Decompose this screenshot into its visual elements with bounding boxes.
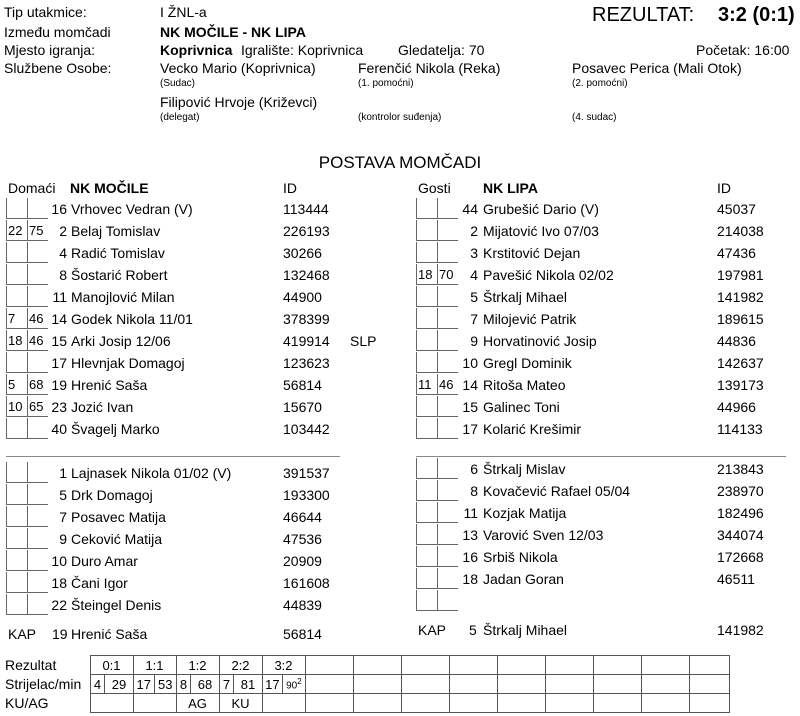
- official-role: (delegat): [160, 112, 200, 123]
- home-player-number: 16: [51, 201, 67, 217]
- away-player-number: 6: [470, 461, 478, 477]
- away-player-name: Jadan Goran: [483, 571, 564, 587]
- away-player-id: 46511: [717, 571, 755, 587]
- home-player-name: Belaj Tomislav: [71, 223, 161, 239]
- away-player-id: 172668: [717, 549, 764, 565]
- away-stat-box: [416, 352, 437, 373]
- home-id-label: ID: [283, 180, 297, 196]
- home-stat-box: [6, 220, 27, 241]
- away-stat-box: [416, 418, 437, 439]
- away-player-id: 44836: [717, 333, 756, 349]
- scorer-min: 53: [155, 675, 177, 694]
- stat-value: 46: [29, 311, 44, 326]
- kuag-cell: [90, 694, 133, 713]
- stat-value: 46: [29, 333, 44, 348]
- stat-value: 70: [439, 267, 454, 282]
- home-player-number: 14: [51, 311, 67, 327]
- scorer-min: 29: [105, 675, 133, 694]
- away-subs-separator: [416, 456, 786, 457]
- stat-value: 65: [29, 399, 44, 414]
- score-cell: 1:2: [176, 656, 219, 675]
- home-player-name: Arki Josip 12/06: [71, 333, 171, 349]
- score-cell: 1:1: [133, 656, 176, 675]
- score-cell: 2:2: [219, 656, 262, 675]
- away-player-id: 44966: [717, 399, 756, 415]
- away-player-number: 15: [462, 399, 478, 415]
- away-player-number: 3: [470, 245, 478, 261]
- away-player-name: Štrkalj Mislav: [483, 461, 566, 477]
- home-player-number: 23: [51, 399, 67, 415]
- away-stat-box: [416, 286, 437, 307]
- away-player-number: 18: [462, 571, 478, 587]
- official-name: Vecko Mario (Koprivnica): [160, 60, 316, 76]
- away-player-name: Galinec Toni: [483, 399, 560, 415]
- home-player-number: 19: [51, 377, 67, 393]
- kuag-cell: [262, 694, 305, 713]
- igraliste: Igralište: Koprivnica: [241, 42, 364, 58]
- match-title: NK MOČILE - NK LIPA: [160, 24, 306, 40]
- away-player-name: Štrkalj Mihael: [483, 289, 568, 305]
- away-kap-num: 5: [469, 622, 477, 638]
- away-player-name: Grubešić Dario (V): [483, 201, 599, 217]
- home-kap-name: Hrenić Saša: [71, 626, 148, 642]
- result-table: [4, 655, 730, 713]
- stat-value: 75: [29, 223, 44, 238]
- away-player-number: 14: [462, 377, 478, 393]
- away-kap-label: KAP: [418, 622, 447, 638]
- rezultat-label: Rezultat: [5, 657, 57, 673]
- away-player-id: 214038: [717, 223, 764, 239]
- home-player-number: 1: [59, 465, 67, 481]
- home-player-number: 10: [51, 553, 67, 569]
- home-player-id: 378399: [283, 311, 330, 327]
- stat-value: 7: [8, 311, 16, 326]
- away-kap-name: Štrkalj Mihael: [483, 622, 568, 638]
- home-stat-box: [6, 242, 27, 263]
- home-player-number: 5: [59, 487, 67, 503]
- home-stat-box: [6, 594, 27, 615]
- stat-value: 18: [418, 267, 433, 282]
- stat-value: 18: [8, 333, 23, 348]
- score-cell: 0:1: [90, 656, 133, 675]
- away-stat-box: [416, 308, 437, 329]
- home-player-id: 56814: [283, 377, 322, 393]
- home-player-name: Lajnasek Nikola 01/02 (V): [71, 465, 232, 481]
- official-name: Filipović Hrvoje (Križevci): [160, 94, 318, 110]
- stat-value: 11: [418, 377, 432, 392]
- home-player-id: 103442: [283, 421, 330, 437]
- away-stat-box: [416, 220, 437, 241]
- away-stat-box: [416, 198, 437, 219]
- home-player-id: 123623: [283, 355, 330, 371]
- home-player-id: 44839: [283, 597, 322, 613]
- away-player-name: Kovačević Rafael 05/04: [483, 483, 631, 499]
- kuag-cell: AG: [176, 694, 219, 713]
- away-player-name: Gregl Dominik: [483, 355, 572, 371]
- home-player-name: Ceković Matija: [71, 531, 163, 547]
- home-player-id: 47536: [283, 531, 322, 547]
- away-player-number: 2: [470, 223, 478, 239]
- home-player-id: 113444: [283, 201, 329, 217]
- home-kap-label: KAP: [8, 626, 37, 642]
- scorer-min: 81: [234, 675, 262, 694]
- home-player-id: 20909: [283, 553, 322, 569]
- home-player-number: 17: [51, 355, 67, 371]
- home-player-id: 193300: [283, 487, 330, 503]
- away-stat-box: [437, 590, 458, 611]
- home-player-number: 18: [51, 575, 67, 591]
- away-stat-box: [416, 590, 437, 611]
- away-player-number: 9: [470, 333, 478, 349]
- kuag-row: [4, 694, 729, 713]
- away-stat-box: [416, 396, 437, 417]
- home-stat-box: [6, 330, 27, 351]
- home-player-id: 161608: [283, 575, 330, 591]
- scorer-num: 4: [90, 675, 105, 694]
- away-player-name: Pavešić Nikola 02/02: [483, 267, 614, 283]
- home-player-name: Radić Tomislav: [71, 245, 165, 261]
- home-player-number: 22: [51, 597, 67, 613]
- scorer-min-value: 90: [286, 680, 298, 692]
- away-player-number: 16: [462, 549, 478, 565]
- away-player-number: 5: [470, 289, 478, 305]
- home-player-number: 2: [59, 223, 67, 239]
- home-player-id: 46644: [283, 509, 322, 525]
- away-player-id: 141982: [717, 289, 764, 305]
- away-player-number: 8: [470, 483, 478, 499]
- kuag-cell: KU: [219, 694, 262, 713]
- away-player-name: Krstitović Dejan: [483, 245, 581, 261]
- away-stat-box: [416, 330, 437, 351]
- away-player-number: 44: [462, 201, 478, 217]
- rezultat-label: REZULTAT:: [592, 4, 695, 26]
- home-player-number: 8: [59, 267, 67, 283]
- strijelac-row: [4, 675, 729, 694]
- home-stat-box: [6, 462, 27, 483]
- home-player-number: 11: [52, 289, 67, 305]
- away-player-id: 238970: [717, 483, 764, 499]
- gledatelja: Gledatelja: 70: [398, 42, 485, 58]
- home-player-number: 9: [59, 531, 67, 547]
- home-player-id: 226193: [283, 223, 330, 239]
- home-player-name: Šteingel Denis: [71, 597, 162, 613]
- home-stat-box: [6, 484, 27, 505]
- home-player-id: 391537: [283, 465, 330, 481]
- home-stat-box: [6, 572, 27, 593]
- away-player-name: Mijatović Ivo 07/03: [483, 223, 599, 239]
- away-stat-box: [416, 502, 437, 523]
- stat-value: 46: [439, 377, 454, 392]
- away-player-number: 11: [463, 505, 478, 521]
- kuag-label: KU/AG: [5, 695, 49, 711]
- away-player-id: 47436: [717, 245, 756, 261]
- scorer-num: 8: [176, 675, 191, 694]
- official-role: (4. sudac): [572, 112, 617, 123]
- away-kap-id: 141982: [717, 622, 764, 638]
- home-player-id: 44900: [283, 289, 322, 305]
- stat-value: 22: [8, 223, 23, 238]
- away-team-name: NK LIPA: [483, 180, 538, 196]
- rezultat-value: 3:2 (0:1): [718, 4, 795, 26]
- away-player-name: Varović Sven 12/03: [483, 527, 604, 543]
- home-player-name: Hrenić Saša: [71, 377, 148, 393]
- away-player-number: 7: [470, 311, 478, 327]
- away-stat-box: [416, 458, 437, 479]
- away-stat-box: [416, 480, 437, 501]
- away-player-id: 344074: [717, 527, 764, 543]
- away-player-name: Ritoša Mateo: [483, 377, 566, 393]
- away-stat-box: [416, 524, 437, 545]
- home-player-name: Duro Amar: [71, 553, 138, 569]
- home-player-name: Manojlović Milan: [71, 289, 175, 305]
- away-stat-box: [416, 374, 437, 395]
- official-role: (kontrolor suđenja): [358, 112, 442, 123]
- home-stat-box: [6, 308, 27, 329]
- scorer-num: 17: [133, 675, 155, 694]
- izmedju-label: Između momčadi: [4, 24, 111, 40]
- home-player-id: 30266: [283, 245, 322, 261]
- away-player-number: 13: [462, 527, 478, 543]
- home-player-name: Švagelj Marko: [71, 421, 160, 437]
- away-player-name: Srbiš Nikola: [483, 549, 558, 565]
- away-stat-box: [416, 546, 437, 567]
- home-player-id: 419914: [283, 333, 330, 349]
- away-stat-box: [416, 568, 437, 589]
- away-stat-box: [416, 264, 437, 285]
- scorer-num: 7: [219, 675, 234, 694]
- rezultat-row: [4, 656, 729, 675]
- home-stat-box: [6, 352, 27, 373]
- tip-value: I ŽNL-a: [160, 4, 207, 20]
- home-player-number: 40: [51, 421, 67, 437]
- home-subs-separator: [6, 456, 340, 457]
- away-player-id: 182496: [717, 505, 764, 521]
- lineup-title: POSTAVA MOMČADI: [318, 153, 482, 172]
- home-player-name: Šostarić Robert: [71, 267, 168, 283]
- home-player-name: Jozić Ivan: [71, 399, 134, 415]
- away-player-number: 17: [462, 421, 478, 437]
- kuag-cell: [133, 694, 176, 713]
- away-player-id: 139173: [717, 377, 764, 393]
- home-stat-box: [6, 286, 27, 307]
- home-player-name: Vrhovec Vedran (V): [71, 201, 193, 217]
- stat-value: 10: [8, 399, 23, 414]
- away-player-id: 142637: [717, 355, 764, 371]
- home-player-id: 15670: [283, 399, 322, 415]
- official-name: Ferenčić Nikola (Reka): [358, 60, 501, 76]
- away-player-name: Milojević Patrik: [483, 311, 577, 327]
- scorer-min-sup: 2: [297, 676, 302, 686]
- home-stat-box: [6, 374, 27, 395]
- away-player-id: 45037: [717, 201, 756, 217]
- scorer-min: [283, 675, 305, 694]
- home-player-id: 132468: [283, 267, 330, 283]
- home-player-name: Drk Domagoj: [71, 487, 153, 503]
- stat-value: 68: [29, 377, 44, 392]
- official-role: (Sudac): [160, 78, 196, 89]
- mjesto-value: Koprivnica: [160, 42, 233, 58]
- home-kap-id: 56814: [283, 626, 322, 642]
- away-player-id: 197981: [717, 267, 764, 283]
- away-player-number: 10: [462, 355, 478, 371]
- home-stat-box: [6, 528, 27, 549]
- away-player-name: Kozjak Matija: [483, 505, 567, 521]
- away-id-label: ID: [717, 180, 731, 196]
- away-player-id: 114133: [717, 421, 763, 437]
- home-player-number: 15: [51, 333, 67, 349]
- home-stat-box: [6, 198, 27, 219]
- away-stat-box: [416, 242, 437, 263]
- home-kap-num: 19: [52, 626, 68, 642]
- scorer-num: 17: [262, 675, 283, 694]
- home-player-number: 7: [59, 509, 67, 525]
- tip-label: Tip utakmice:: [4, 4, 87, 20]
- home-team-name: NK MOČILE: [70, 180, 149, 196]
- pocetak: Početak: 16:00: [696, 42, 790, 58]
- official-name: Posavec Perica (Mali Otok): [572, 60, 742, 76]
- home-player-extra: SLP: [350, 333, 377, 349]
- home-stat-box: [6, 550, 27, 571]
- scorer-min: 68: [191, 675, 219, 694]
- home-side-label: Domaći: [8, 180, 56, 196]
- away-player-name: Kolarić Krešimir: [483, 421, 582, 437]
- away-player-id: 189615: [717, 311, 764, 327]
- home-player-number: 4: [59, 245, 67, 261]
- away-side-label: Gosti: [418, 180, 451, 196]
- official-role: (2. pomoćni): [572, 78, 628, 89]
- stat-value: 5: [8, 377, 16, 392]
- official-role: (1. pomoćni): [358, 78, 414, 89]
- away-player-id: 213843: [717, 461, 764, 477]
- home-player-name: Posavec Matija: [71, 509, 166, 525]
- home-player-name: Hlevnjak Domagoj: [71, 355, 185, 371]
- away-player-name: Horvatinović Josip: [483, 333, 597, 349]
- home-stat-box: [6, 264, 27, 285]
- home-stat-box: [6, 396, 27, 417]
- strijelac-label: Strijelac/min: [5, 676, 82, 692]
- home-stat-box: [6, 418, 27, 439]
- score-cell: 3:2: [262, 656, 305, 675]
- home-player-name: Čani Igor: [71, 575, 128, 591]
- sluzbene-label: Službene Osobe:: [4, 60, 112, 76]
- away-player-number: 4: [470, 267, 478, 283]
- home-player-name: Godek Nikola 11/01: [71, 311, 193, 327]
- home-stat-box: [6, 506, 27, 527]
- mjesto-label: Mjesto igranja:: [4, 42, 96, 58]
